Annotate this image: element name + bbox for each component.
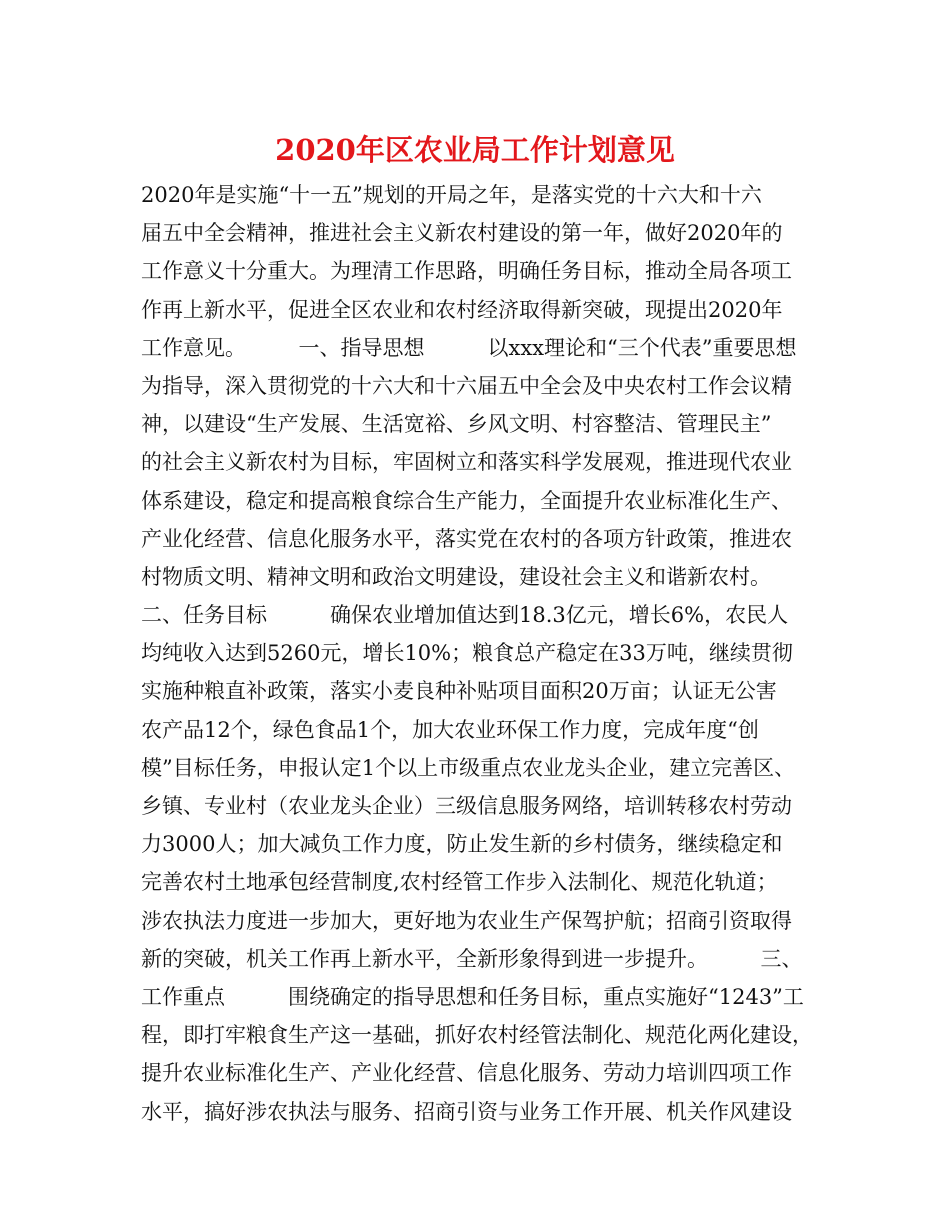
body-line: 农产品12个，绿色食品1个，加大农业环保工作力度，完成年度“创	[141, 717, 759, 742]
body-line: 二、任务目标 确保农业增加值达到18.3亿元，增长6%，农民人	[141, 603, 789, 628]
document-title: 2020年区农业局工作计划意见	[275, 133, 675, 167]
body-line: 程，即打牢粮食生产这一基础，抓好农村经管法制化、规范化两化建设，	[141, 1023, 813, 1048]
body-line: 实施种粮直补政策，落实小麦良种补贴项目面积20万亩；认证无公害	[141, 679, 777, 704]
body-line: 村物质文明、精神文明和政治文明建设，建设社会主义和谐新农村。	[141, 564, 771, 589]
body-line: 工作意义十分重大。为理清工作思路，明确任务目标，推动全局各项工	[141, 259, 792, 284]
body-line: 工作重点 围绕确定的指导思想和任务目标，重点实施好“1243”工	[141, 984, 804, 1009]
body-line: 乡镇、专业村（农业龙头企业）三级信息服务网络，培训转移农村劳动	[141, 794, 792, 818]
body-line: 水平，搞好涉农执法与服务、招商引资与业务工作开展、机关作风建设	[141, 1099, 792, 1124]
body-line: 作再上新水平，促进全区农业和农村经济取得新突破，现提出2020年	[141, 297, 783, 322]
body-line: 届五中全会精神，推进社会主义新农村建设的第一年，做好2020年的	[141, 221, 783, 246]
body-line: 神，以建设“生产发展、生活宽裕、乡风文明、村容整洁、管理民主”	[141, 412, 772, 437]
body-line: 均纯收入达到5260元，增长10%；粮食总产稳定在33万吨，继续贯彻	[141, 641, 793, 666]
body-line: 涉农执法力度进一步加大，更好地为农业生产保驾护航；招商引资取得	[141, 908, 792, 933]
body-line: 模”目标任务，申报认定1个以上市级重点农业龙头企业，建立完善区、	[141, 755, 796, 780]
body-line: 为指导，深入贯彻党的十六大和十六届五中全会及中央农村工作会议精	[141, 373, 792, 398]
body-line: 新的突破，机关工作再上新水平，全新形象得到进一步提升。 三、	[141, 946, 803, 971]
body-line: 的社会主义新农村为目标，牢固树立和落实科学发展观，推进现代农业	[141, 450, 792, 475]
body-line: 2020年是实施“十一五”规划的开局之年，是落实党的十六大和十六	[141, 183, 762, 207]
body-line: 力3000人；加大减负工作力度，防止发生新的乡村债务，继续稳定和	[141, 832, 783, 857]
document-body	[141, 176, 831, 1131]
body-line: 提升农业标准化生产、产业化经营、信息化服务、劳动力培训四项工作	[141, 1061, 792, 1086]
body-line: 工作意见。 一、指导思想 以xxx理论和“三个代表”重要思想	[141, 335, 797, 360]
body-line: 产业化经营、信息化服务水平，落实党在农村的各项方针政策，推进农	[141, 526, 792, 551]
body-line: 体系建设，稳定和提高粮食综合生产能力，全面提升农业标准化生产、	[141, 488, 792, 513]
body-line: 完善农村土地承包经营制度,农村经管工作步入法制化、规范化轨道；	[141, 870, 778, 895]
